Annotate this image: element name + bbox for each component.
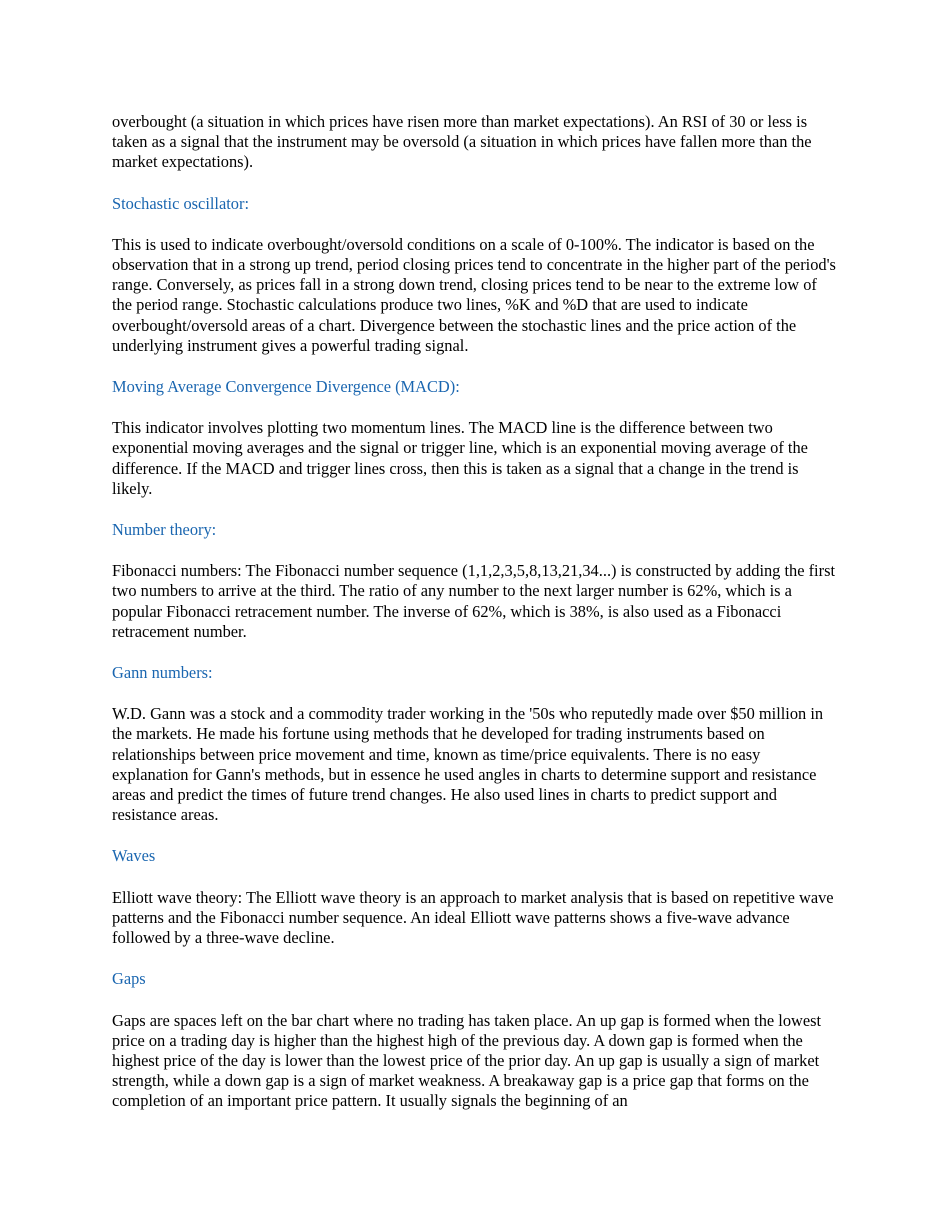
gaps-paragraph: Gaps are spaces left on the bar chart where no trading has taken place. An up gap is formed when the lowest price on a trading day is higher than the highest high of the previous day. A down gap is formed when the highest price of the day is lower than the lowest price of the prior day. An up gap is usually a sign of market strength, while a down gap is a sign of market weakness. A breakaway gap is a price gap that forms on the completion of an important price pattern. It usually signals the beginning of an [112,1010,822,1111]
waves-heading: Waves [112,846,156,866]
gann-numbers-paragraph: W.D. Gann was a stock and a commodity trader working in the '50s who reputedly made over $50 million in the markets. He made his fortune using methods that he developed for trading instruments based on relationships between price movement and time, known as time/price equivalents. There is no easy explanation for Gann's methods, but in essence he used angles in charts to determine support and resistance areas and predict the times of future trend changes. He also used lines in charts to predict support and resistance areas. [112,704,824,825]
macd-paragraph: This indicator involves plotting two momentum lines. The MACD line is the difference between two exponential moving averages and the signal or trigger line, which is an exponential moving average of the difference. If the MACD and trigger lines cross, then this is taken as a signal that a change in the trend is likely. [112,418,808,498]
gann-numbers-heading: Gann numbers: [112,663,213,683]
document-page [112,112,840,1133]
number-theory-paragraph: Fibonacci numbers: The Fibonacci number sequence (1,1,2,3,5,8,13,21,34...) is constructed by adding the first two numbers to arrive at the third. The ratio of any number to the next larger number is 62%, which is a popular Fibonacci retracement number. The inverse of 62%, which is 38%, is also used as a Fibonacci retracement number. [112,561,836,641]
rsi-continuation-paragraph: overbought (a situation in which prices have risen more than market expectations). An RSI of 30 or less is taken as a signal that the instrument may be oversold (a situation in which prices have fallen more than the market expectations). [112,112,812,172]
stochastic-oscillator-heading: Stochastic oscillator: [112,193,250,213]
number-theory-heading: Number theory: [112,520,217,540]
stochastic-oscillator-paragraph: This is used to indicate overbought/oversold conditions on a scale of 0-100%. The indicator is based on the observation that in a strong up trend, period closing prices tend to concentrate in the higher part of the period's range. Conversely, as prices fall in a strong down trend, closing prices tend to be near to the extreme low of the period range. Stochastic calculations produce two lines, %K and %D that are used to indicate overbought/oversold areas of a chart. Divergence between the stochastic lines and the price action of the underlying instrument gives a powerful trading signal. [112,234,836,355]
macd-heading: Moving Average Convergence Divergence (MACD): [112,377,460,397]
waves-paragraph: Elliott wave theory: The Elliott wave theory is an approach to market analysis that is based on repetitive wave patterns and the Fibonacci number sequence. An ideal Elliott wave patterns shows a five-wave advance followed by a three-wave decline. [112,887,834,948]
gaps-heading: Gaps [112,969,146,989]
